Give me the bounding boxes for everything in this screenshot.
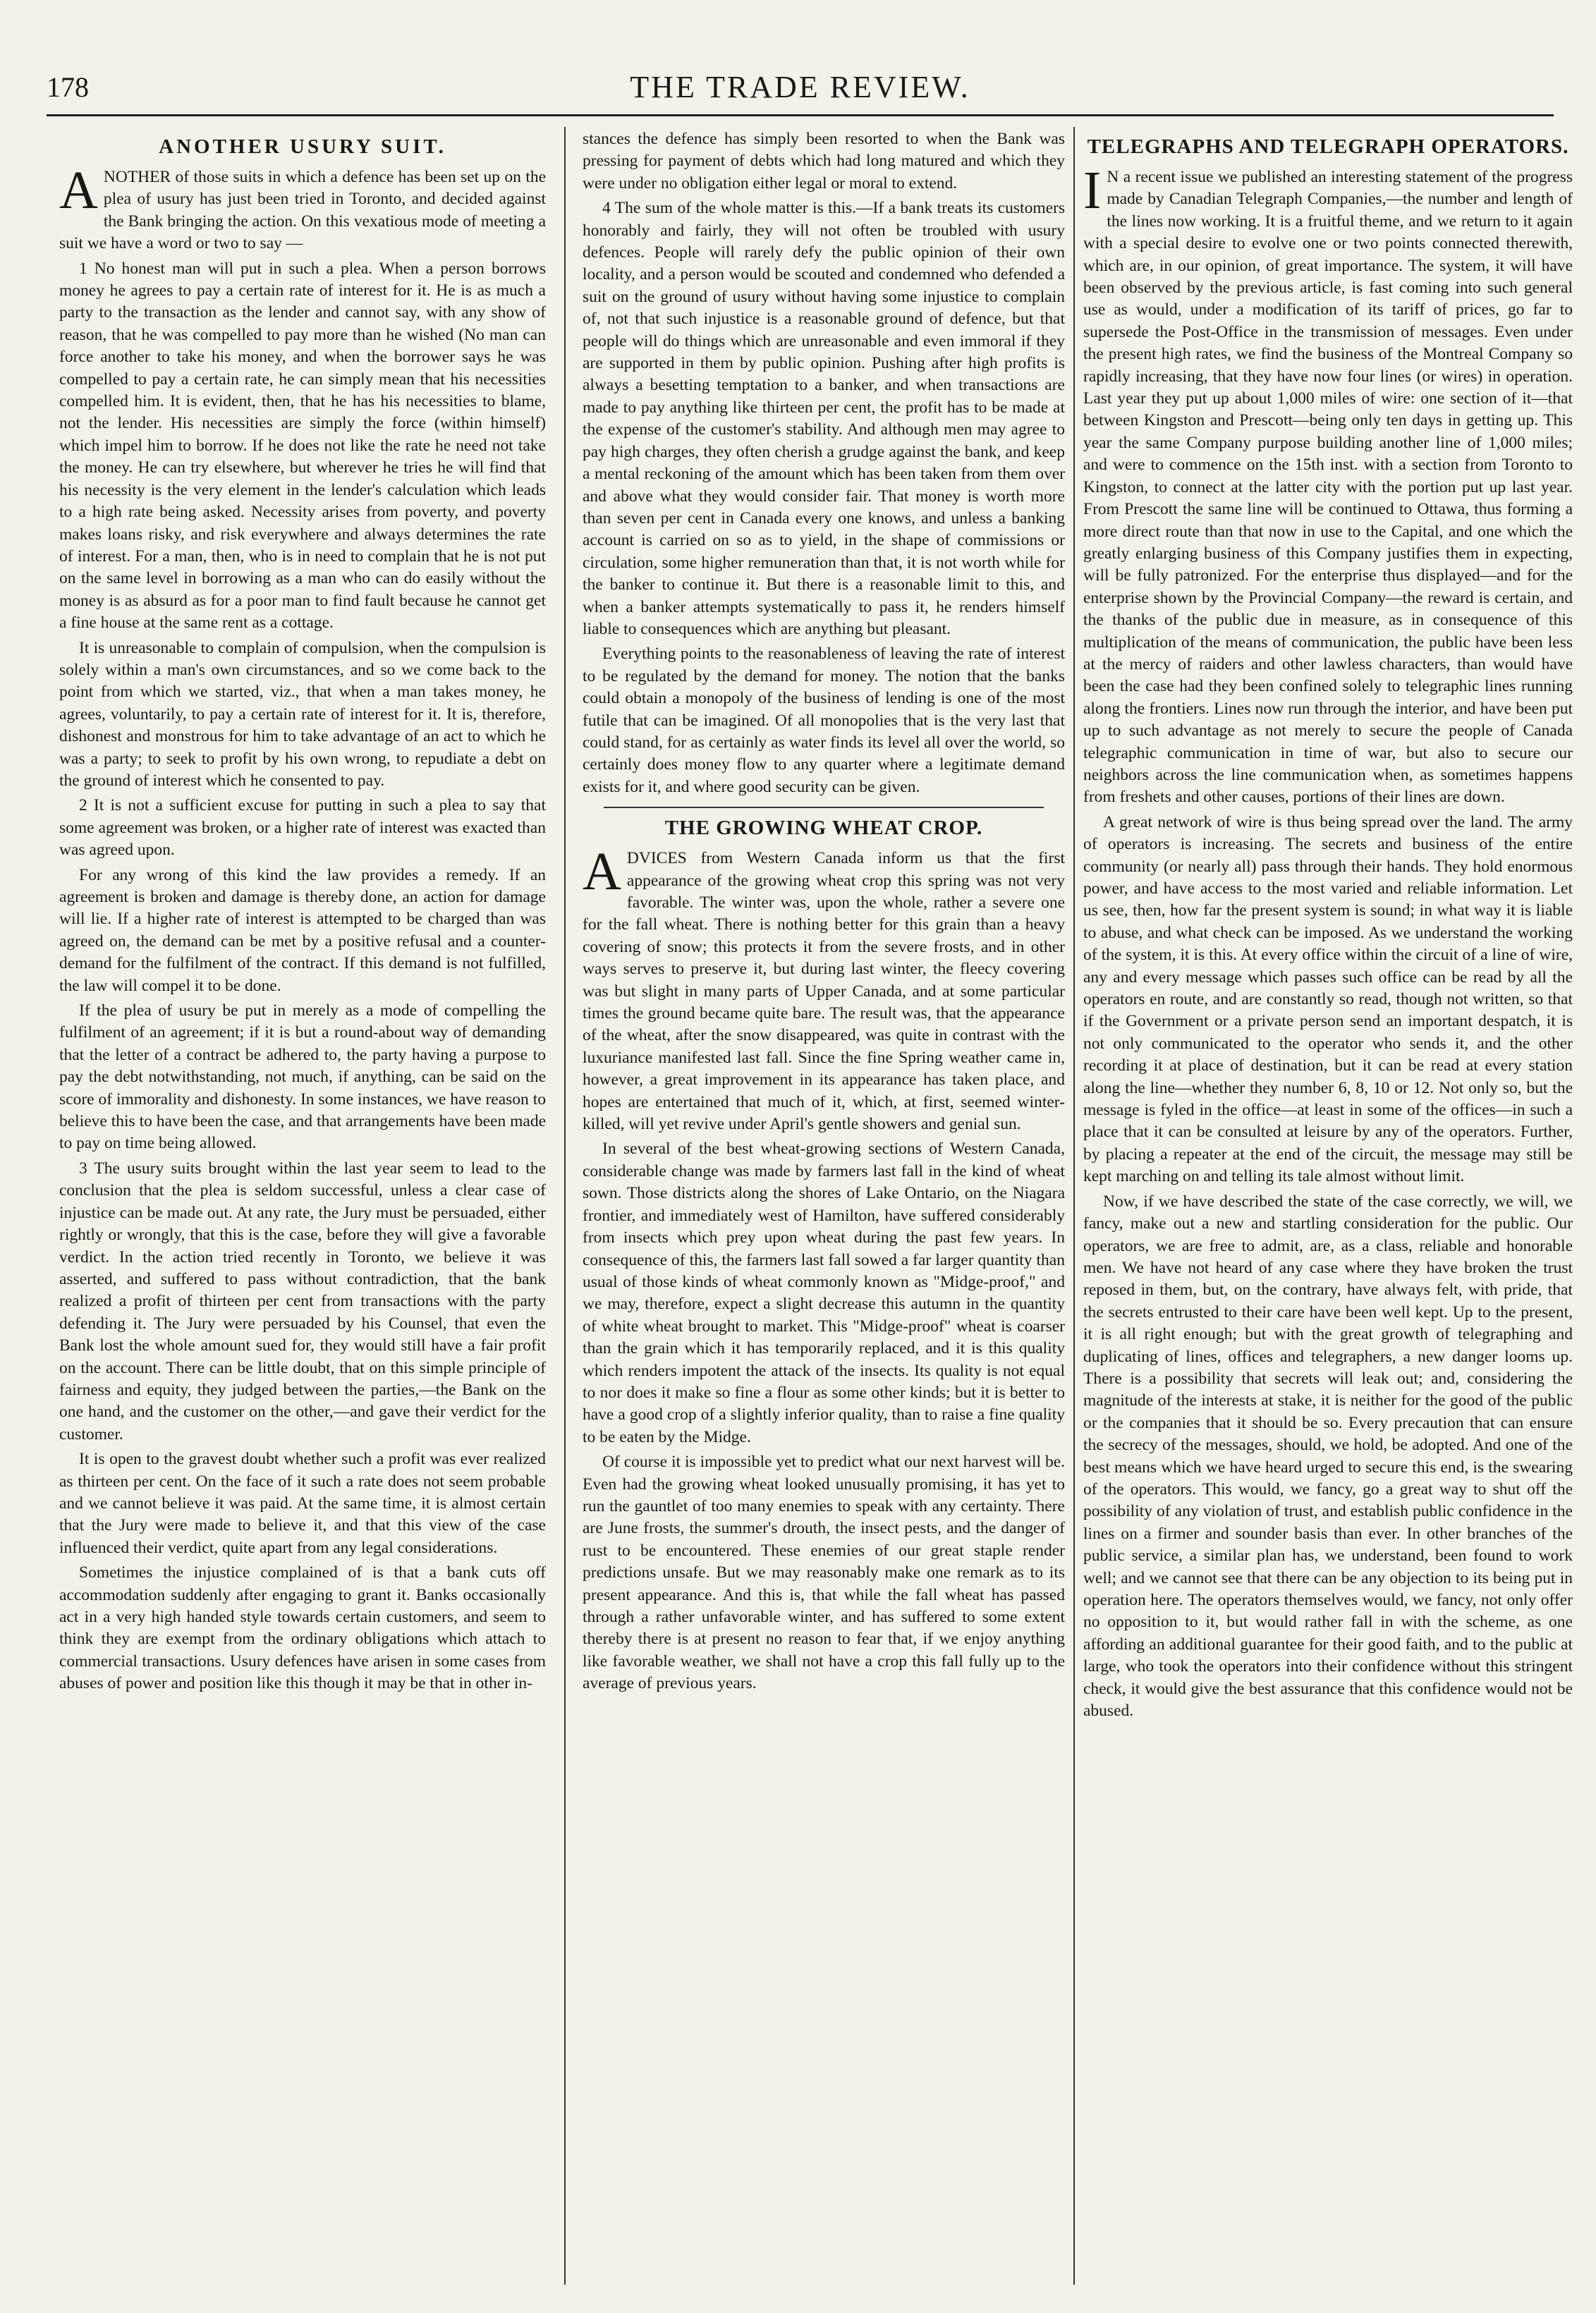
article-paragraph: 4 The sum of the whole matter is this.—If a bank treats its customers honorably and fairly, they will not often be troubled with usury defences. People will rarely defy the public opinion of their own locality, and a person would be scouted and condemned who defended a suit on the ground of usury without having some injustice to complain of, not that such injustice is a reasonable ground of defence, but that people will do things which are unreasonable and even immoral if they are supported in them by public opinion. Pushing after high profits is always a besetting temptation to a banker, and when transactions are made to pay anything like thirteen per cent, the profit has to be made at the expense of the customer's stability. And although men may agree to pay high charges, they often cherish a grudge against the bank, and keep a mental reckoning of the amount which has been taken from them over and above what they would consider fair. That money is worth more than seven per cent in Canada every one knows, and unless a banking account is carried on so as to yield, in the shape of commissions or circulation, some higher remuneration than that, it is not worth while for the banker to continue it. But there is a reasonable limit to this, and when a banker attempts systematically to pass it, he renders himself liable to consequences which are anything but pleasant.: [583, 199, 1065, 638]
article-paragraph: [59, 161, 546, 255]
article-paragraph: It is unreasonable to complain of compulsion, when the compulsion is solely within a man's own circumstances, and so we come back to the point from which we started, viz., that when a man takes money, he agrees, voluntarily, to pay a certain rate of interest for it. It is, therefore, dishonest and monstrous for him to take advantage of an act to which he was a party; to seek to profit by his own wrong, to repudiate a debt on the ground of interest which he consented to pay.: [59, 638, 546, 790]
article-paragraph: Sometimes the injustice complained of is that a bank cuts off accommodation suddenly after engaging to grant it. Banks occasionally act in a very high handed style towards certain customers, and seem to think they are exempt from the ordinary obligations which attach to commercial transactions. Usury defences have arisen in some cases from abuses of power and position like this though it may be that in other in-: [59, 1563, 546, 1693]
column-1: [59, 128, 546, 2278]
article-paragraph: 2 It is not a sufficient excuse for putting in such a plea to say that some agreement was broken, or a higher rate of interest was exacted than was agreed upon.: [59, 796, 546, 860]
article-paragraph: A great network of wire is thus being spread over the land. The army of operators is increasing. The secrets and business of the entire community (or nearly all) pass through their hands. They hold enormous power, and have access to the most varied and reliable information. Let us see, then, how far the present system is sound; in what way it is liable to abuse, and what check can be imposed. As we understand the working of the system, it is this. At every office within the circuit of a line of wire, any and every message which passes such office can be read by all the operators en route, and are constantly so read, though not written, so that if the Government or a private person send an important despatch, it is not only communicated to the operator who sends it, and the other recording it at place of destination, but it can be read at every station along the line—whether they number 6, 8, 10 or 12. Not only so, but the message is fyled in the office—at least in some of the offices—in such a place that it can be consulted at leisure by any of the operators. Further, by placing a repeater at the end of the circuit, the message may still be kept marching on and telling its tale almost without limit.: [1083, 812, 1573, 1186]
article-paragraph: It is open to the gravest doubt whether such a profit was ever realized as thirteen per cent. On the face of it such a rate does not seem probable and we cannot believe it was paid. At the same time, it is almost certain that the Jury were made to believe it, and that this view of the case influenced their verdict, quite apart from any legal considerations.: [59, 1450, 546, 1557]
column-2: [583, 128, 1065, 2278]
drop-cap: A: [583, 842, 621, 902]
paragraph-text: DVICES from Western Canada inform us that the first appearance of the growing wheat crop this spring was not very favorable. The winter was, upon the whole, rather a severe one for the fall wheat. There is nothing better for this grain than a heavy covering of snow; this protects it from the severe frosts, and in other ways serves to preserve it, but during last winter, the fleecy covering was but slight in many parts of Upper Canada, and at some particular times the ground became quite bare. The result was, that the appearance of the wheat, after the snow disappeared, was quite in contrast with the luxuriance manifested last fall. Since the fine Spring weather came in, however, a great improvement in its appearance has taken place, and hopes are entertained that much of it, which, at first, seemed winter-killed, will yet revive under April's gentle showers and genial sun.: [583, 849, 1065, 1134]
header-rule: [47, 114, 1554, 116]
column-3: [1083, 128, 1573, 2278]
article-paragraph: For any wrong of this kind the law provides a remedy. If an agreement is broken and damage is thereby done, an action for damage will lie. If a higher rate of interest is attempted to be charged than was agreed on, the demand can be met by a positive refusal and a counter-demand for the fulfilment of the contract. If this demand is not fulfilled, the law will compel it to be done.: [59, 865, 546, 995]
column-divider-2: [1073, 127, 1075, 2285]
article-title-wheat: THE GROWING WHEAT CROP.: [664, 817, 983, 840]
article-paragraph: stances the defence has simply been resorted to when the Bank was pressing for payment of debts which had long matured and which they were under no obligation either legal or moral to extend.: [583, 130, 1065, 193]
article-paragraph: 1 No honest man will put in such a plea. When a person borrows money he agrees to pay a certain rate of interest for it. He is as much a party to the transaction as the lender and cannot say, with any show of reason, that he was compelled to pay more than he wished (No man can force another to take his money, and when the borrower says he was compelled to pay a certain rate, he can simply mean that his necessities compelled him. It is evident, then, that he has his necessities to blame, not the lender. His necessities are simply the force (within himself) which impel him to borrow. If he does not like the rate he need not take the money. He can try elsewhere, but wherever he tries he will find that his necessity is the very element in the lender's calculation which leads to a high rate being asked. Necessity arises from poverty, and poverty makes loans risky, and risk everywhere and always determines the rate of interest. For a man, then, who is in need to complain that he is not put on the same level in borrowing as a man who can do easily without the money is as absurd as for a poor man to find fault because he cannot get a fine house at the same rent as a cottage.: [59, 259, 546, 633]
article-paragraph: 3 The usury suits brought within the last year seem to lead to the conclusion that the plea is seldom successful, unless a clear case of injustice can be made out. At any rate, the Jury must be persuaded, either rightly or wrongly, that this is the case, before they will give a favorable verdict. In the action tried recently in Toronto, we believe it was asserted, and suffered to pass without contradiction, that the bank realized a profit of thirteen per cent from transactions with the party defending it. The Jury were persuaded by his Counsel, that even the Bank lost the whole amount sued for, they would still have a fair profit on the account. There can be little doubt, that on this simple principle of fairness and equity, they judged between the parties,—the Bank on the one hand, and the customer on the other,—and gave their verdict for the customer.: [59, 1159, 546, 1444]
drop-cap: A: [59, 161, 98, 220]
article-title-telegraph: TELEGRAPHS AND TELEGRAPH OPERATORS.: [1087, 135, 1569, 158]
page-number: 178: [47, 71, 89, 103]
article-paragraph: If the plea of usury be put in merely as a mode of compelling the fulfilment of an agreement; if it is but a round-about way of demanding that the letter of a contract be adhered to, the party having a purpose to pay the debt notwithstanding, not much, if anything, can be said on the score of immorality and dishonesty. In some instances, we have reason to believe this to have been the case, and that arrangements have been made to pay on time being allowed.: [59, 1001, 546, 1153]
article-paragraph: [583, 842, 1065, 1135]
section-divider: [604, 807, 1044, 808]
article-paragraph: Now, if we have described the state of the case correctly, we will, we fancy, make out a new and startling consideration for the public. Our operators, we are free to admit, are, as a class, reliable and honorable men. We have not heard of any case where they have broken the trust reposed in them, but, on the contrary, have always felt, with pride, that the secrets entrusted to their care have been well kept. Up to the present, it is all right enough; but with the great growth of telegraphing and duplicating of lines, offices and telegraphers, a new danger looms up. There is a possibility that secrets will leak out; and, considering the magnitude of the interests at stake, it is neither for the good of the public or the companies that it should be so. Every precaution that can ensure the secrecy of the messages, should, we hold, be adopted. And one of the best means which we have heard urged to secure this end, is the swearing of the operators. This would, we fancy, go a great way to shut off the possibility of any violation of trust, and establish public confidence in the lines on a firmer and sounder basis than ever. In other branches of the public service, a similar plan has, we understand, been found to work well; and we cannot see that there can be any objection to its being put in operation here. The operators themselves would, we fancy, not only offer no opposition to it, but would rather fall in with the scheme, as one affording an additional guarantee for their good faith, and to the public at large, who took the operators into their confidence without this stringent check, it would give the best assurance that this confidence would not be abused.: [1083, 1192, 1573, 1721]
article-title-usury: ANOTHER USURY SUIT.: [159, 135, 446, 158]
article-paragraph: In several of the best wheat-growing sections of Western Canada, considerable change was made by farmers last fall in the kind of wheat sown. Those districts along the shores of Lake Ontario, on the Niagara frontier, and immediately west of Hamilton, have suffered considerably from insects which prey upon wheat during the past few years. In consequence of this, the farmers last fall sowed a far larger quantity than usual of those kinds of wheat commonly known as "Midge-proof," and we may, therefore, expect a slight decrease this autumn in the quantity of white wheat brought to market. This "Midge-proof" wheat is coarser than the grain which it has temporarily replaced, and it is this quality which renders impotent the attack of the insects. Its quality is not equal to nor does it make so fine a flour as some other kinds; but it is better to have a good crop of a slightly inferior quality, than to raise a fine quality to be eaten by the Midge.: [583, 1140, 1065, 1446]
article-paragraph: [1083, 161, 1573, 809]
paragraph-text: N a recent issue we published an interesting statement of the progress made by Canadian Telegraph Companies,—the number and length of the lines now working. It is a fruitful theme, and we return to it again with a special desire to evolve one or two points connected therewith, which are, in our opinion, of great importance. The system, it will have been observed by the previous article, is fast coming into such general use as would, under a modification of its tariff of prices, go far to supersede the Post-Office in the transmission of messages. Even under the present high rates, we find the business of the Montreal Company so rapidly increasing, that they have now four lines (or wires) in operation. Last year they put up about 1,000 miles of wire: one section of it—that between Kingston and Prescott—being only ten days in getting up. This year the same Company purpose building another line of 1,000 miles; and were to commence on the 15th inst. with a section from Toronto to Kingston, to connect at the latter city with the portion put up last year. From Prescott the same line will be continued to Ottawa, thus forming a more direct route than that now in use to the Capital, and one which the greatly enlarging business of this Company justifies them in expecting, will be fully patronized. For the enterprise thus displayed—and for the enterprise shown by the Provincial Company—the reward is certain, and the thanks of the public due in measure, as in consequence of this multiplication of the means of communication, the public have been less at the mercy of raiders and other lawless characters, than would have been the case had they been confined solely to telegraphic lines running along the frontiers. Lines now run through the interior, and have been put up to such advantage as not merely to secure the people of Canada telegraphic communication in time of war, but also to secure our neighbors across the line communication when, as sometimes happens from freshets and other causes, portions of their lines are down.: [1083, 168, 1573, 807]
paragraph-text: NOTHER of those suits in which a defence has been set up on the plea of usury has just been tried in Toronto, and decided against the Bank bringing the action. On this vexatious mode of meeting a suit we have a word or two to say —: [59, 168, 546, 253]
column-divider-1: [564, 127, 566, 2285]
running-title: THE TRADE REVIEW.: [630, 70, 970, 104]
article-paragraph: Of course it is impossible yet to predict what our next harvest will be. Even had the growing wheat looked unusually promising, it has yet to run the gauntlet of too many enemies to speak with any certainty. There are June frosts, the summer's drouth, the insect pests, and the danger of rust to be encountered. These enemies of our great staple render predictions unsafe. But we may reasonably make one remark as to its present appearance. And this is, that while the fall wheat has passed through a rather unfavorable winter, and has suffered to some extent thereby there is at present no reason to fear that, if we enjoy anything like favorable weather, we shall not have a crop this fall fully up to the average of previous years.: [583, 1453, 1065, 1693]
drop-cap: I: [1083, 161, 1102, 220]
article-paragraph: Everything points to the reasonableness of leaving the rate of interest to be regulated by the demand for money. The notion that the banks could obtain a monopoly of the business of lending is one of the most futile that can be imagined. Of all monopolies that is the very last that could stand, for as certainly as water finds its level all over the world, so certainly does money flow to any quarter where a legitimate demand exists for it, and where good security can be given.: [583, 645, 1065, 796]
page-header: [47, 65, 1554, 114]
